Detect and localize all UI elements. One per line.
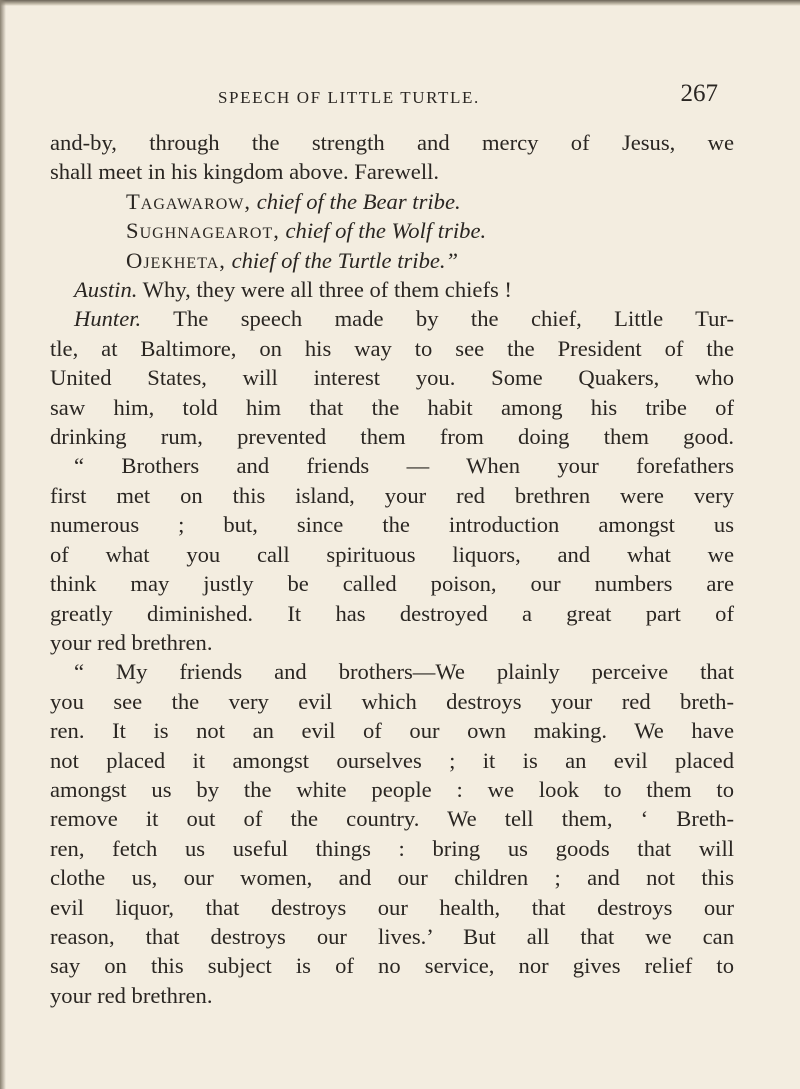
text-line: “ Brothers and friends — When your forefathers [74,453,734,479]
text-line: of what you call spirituous liquors, and what we [50,541,734,567]
signature-name: Tagawarow, [126,188,252,214]
dialogue-text: The speech made by the chief, Little Tur- [173,306,734,332]
text-line: clothe us, our women, and our children ; and not this [50,865,734,891]
text-line: shall meet in his kingdom above. Farewell. [50,159,440,185]
speaker-name: Austin. [74,277,138,303]
dialogue-text: Why, they were all three of them chiefs ! [142,277,512,303]
text-line: remove it out of the country. We tell them, ‘ Breth- [50,806,734,832]
text-line: ren, fetch us useful things : bring us goods that will [50,835,734,861]
text-line: drinking rum, prevented them from doing them good. [50,424,734,450]
dialogue-line [50,275,734,304]
signature-title: chief of the Wolf tribe. [285,218,487,244]
text-line: numerous ; but, since the introduction amongst us [50,512,734,538]
signature-title: chief of the Turtle tribe.” [231,247,459,273]
text-line: say on this subject is of no service, nor gives relief to [50,953,734,979]
text-line: saw him, told him that the habit among his tribe of [50,394,734,420]
text-line: you see the very evil which destroys your red breth- [50,688,734,714]
page-body [50,128,734,1010]
signature-name: Ojekheta, [126,247,226,273]
dialogue-line [50,304,734,333]
text-line: amongst us by the white people : we look to them to [50,776,734,802]
text-line: first met on this island, your red brethren were very [50,482,734,508]
text-line: your red brethren. [50,629,213,655]
text-line: ren. It is not an evil of our own making. We have [50,718,734,744]
running-head: SPEECH OF LITTLE TURTLE. [218,88,480,107]
signature-line [50,246,734,275]
scan-edge-left [0,0,6,1089]
signature-line [50,187,734,216]
text-line: your red brethren. [50,982,213,1008]
text-line: evil liquor, that destroys our health, that destroys our [50,894,734,920]
text-line: think may justly be called poison, our numbers are [50,571,734,597]
page-header [218,80,718,110]
text-line: not placed it amongst ourselves ; it is an evil placed [50,747,734,773]
text-line: greatly diminished. It has destroyed a great part of [50,600,734,626]
text-line: “ My friends and brothers—We plainly perceive that [74,659,734,685]
scan-edge-top [0,0,800,6]
page-number: 267 [680,80,718,107]
text-line: United States, will interest you. Some Quakers, who [50,365,734,391]
signature-title: chief of the Bear tribe. [256,188,461,214]
speaker-name: Hunter. [74,306,142,332]
signature-line [50,216,734,245]
text-line: and-by, through the strength and mercy of Jesus, we [50,130,734,155]
text-line: tle, at Baltimore, on his way to see the President of the [50,335,734,361]
signature-name: Sughnagearot, [126,218,280,244]
text-line: reason, that destroys our lives.’ But all that we can [50,923,734,949]
